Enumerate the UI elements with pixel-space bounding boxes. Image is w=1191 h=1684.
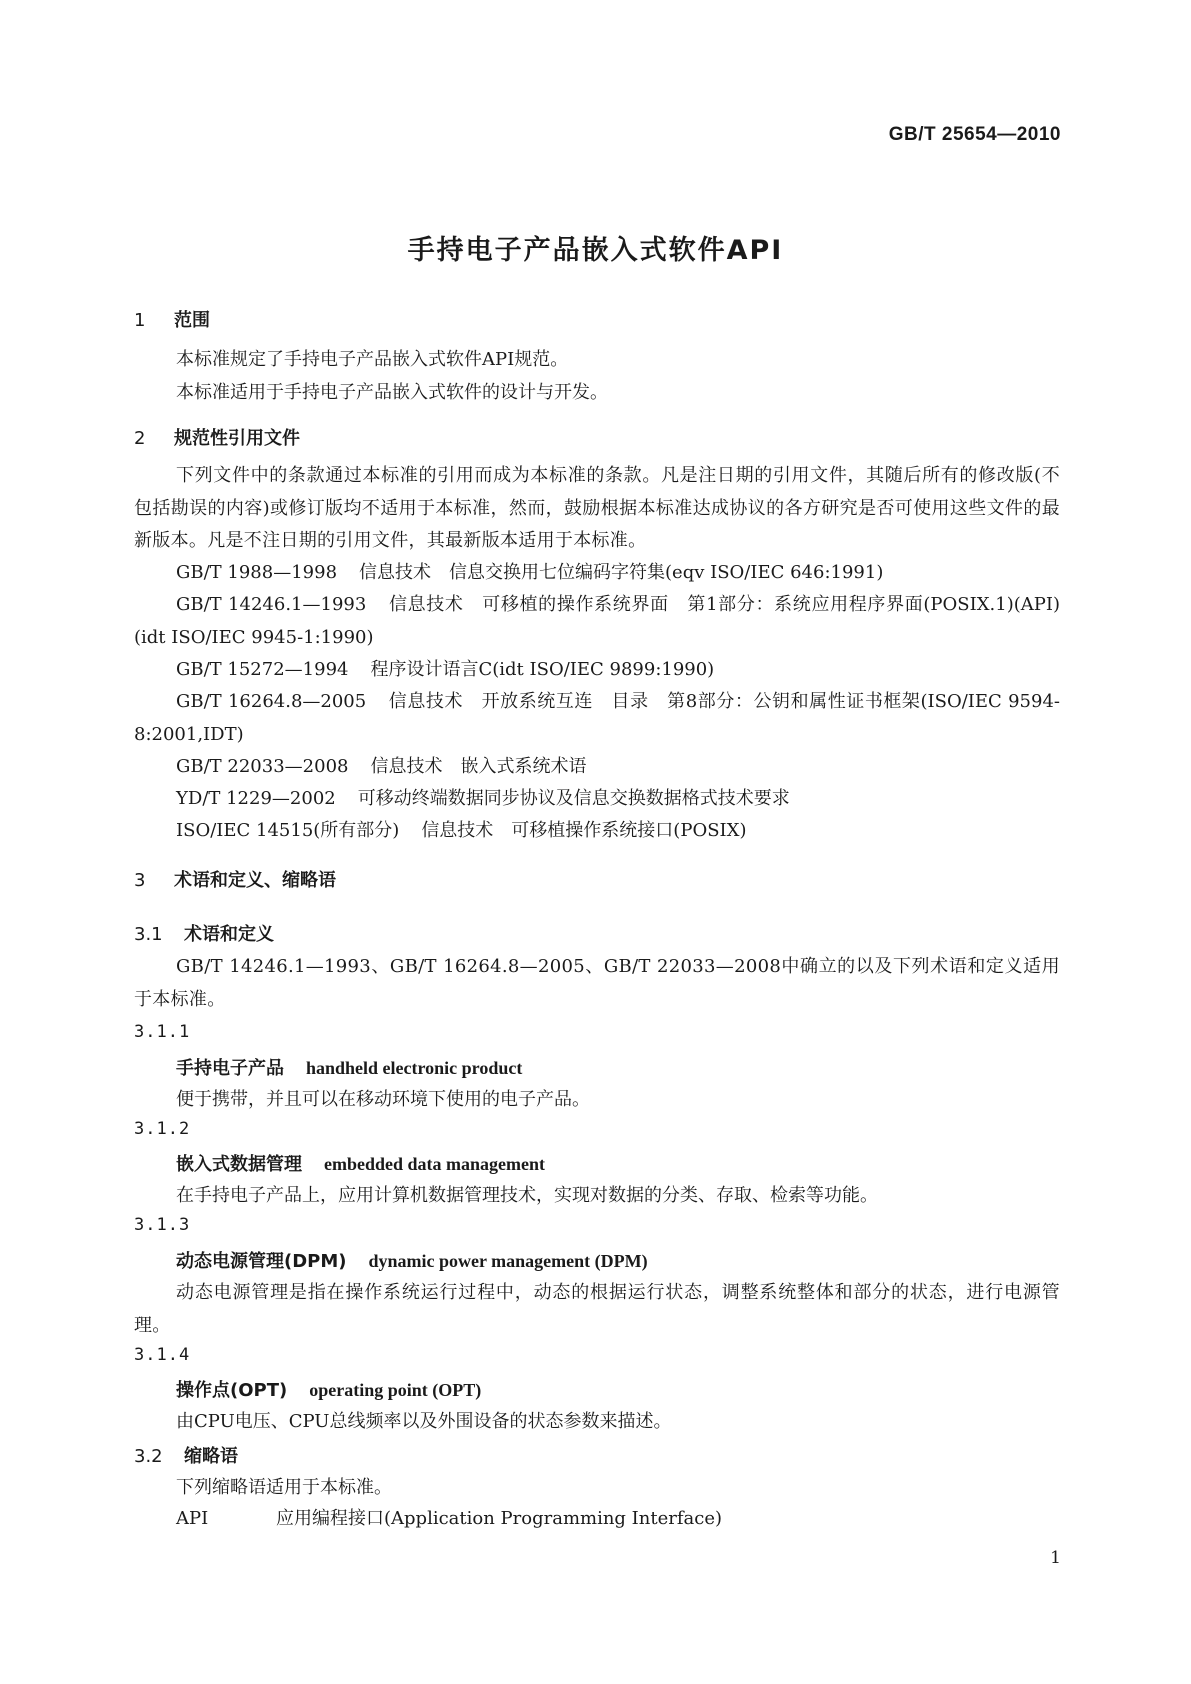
paragraph: 本标准规定了手持电子产品嵌入式软件API规范。 xyxy=(176,349,569,370)
document-title: 手持电子产品嵌入式软件API xyxy=(407,235,784,266)
abbreviation-full: 应用编程接口(Application Programming Interface) xyxy=(276,1508,723,1529)
reference-code: GB/T 16264.8—2005 xyxy=(176,691,367,712)
reference-code: GB/T 1988—1998 xyxy=(176,562,338,583)
section-number: 3 xyxy=(134,870,146,891)
term-number: 3.1.4 xyxy=(134,1345,191,1365)
reference-item xyxy=(134,589,1060,654)
reference-title: 信息技术 开放系统互连 目录 第8部分：公钥和属性证书框架(ISO/IEC 9594-8:2001,IDT) xyxy=(134,691,1060,745)
reference-title: 信息技术 可移植的操作系统界面 第1部分：系统应用程序界面(POSIX.1)(API)(idt ISO/IEC 9945-1:1990) xyxy=(134,594,1060,648)
term-en: embedded data management xyxy=(324,1154,545,1174)
reference-code: GB/T 14246.1—1993 xyxy=(176,594,367,615)
paragraph: 下列缩略语适用于本标准。 xyxy=(176,1477,392,1498)
paragraph: GB/T 14246.1—1993、GB/T 16264.8—2005、GB/T 22033—2008中确立的以及下列术语和定义适用于本标准。 xyxy=(134,956,1060,1010)
abbreviation: API xyxy=(176,1508,209,1529)
reference-title: 程序设计语言C(idt ISO/IEC 9899:1990) xyxy=(370,659,715,680)
reference-title: 可移动终端数据同步协议及信息交换数据格式技术要求 xyxy=(357,788,790,809)
section-number: 3.1 xyxy=(134,924,163,945)
section-title: 缩略语 xyxy=(184,1446,238,1467)
term-number: 3.1.3 xyxy=(134,1215,191,1235)
term-en: operating point (OPT) xyxy=(309,1380,482,1400)
term-definition: 由CPU电压、CPU总线频率以及外围设备的状态参数来描述。 xyxy=(176,1411,672,1432)
term-zh: 操作点(OPT) xyxy=(176,1380,288,1401)
section-1-heading xyxy=(134,306,210,332)
paragraph: 下列文件中的条款通过本标准的引用而成为本标准的条款。凡是注日期的引用文件，其随后所有的修改版(不包括勘误的内容)或修订版均不适用于本标准，然而，鼓励根据本标准达成协议的各方研究是否可使用这些文件的最新版本。凡是不注日期的引用文件，其最新版本适用于本标准。 xyxy=(134,465,1060,551)
reference-title: 信息技术 嵌入式系统术语 xyxy=(370,756,587,777)
reference-code: GB/T 22033—2008 xyxy=(176,756,349,777)
section-3-1-heading xyxy=(134,920,274,946)
section-3-2-heading xyxy=(134,1442,238,1468)
term-number: 3.1.1 xyxy=(134,1022,191,1042)
reference-title: 信息技术 信息交换用七位编码字符集(eqv ISO/IEC 646:1991) xyxy=(359,562,884,583)
section-3-heading xyxy=(134,866,336,892)
term-entry xyxy=(176,1054,522,1080)
section-title: 术语和定义、缩略语 xyxy=(174,870,336,891)
term-zh: 嵌入式数据管理 xyxy=(176,1154,302,1175)
page-number: 1 xyxy=(1050,1548,1061,1568)
reference-item xyxy=(134,654,1060,687)
term-definition: 在手持电子产品上，应用计算机数据管理技术，实现对数据的分类、存取、检索等功能。 xyxy=(176,1185,878,1206)
term-zh: 动态电源管理(DPM) xyxy=(176,1251,347,1272)
reference-code: YD/T 1229—2002 xyxy=(176,788,336,809)
section-title: 规范性引用文件 xyxy=(174,428,300,449)
reference-code: ISO/IEC 14515(所有部分) xyxy=(176,820,400,841)
abbreviation-item xyxy=(176,1504,722,1530)
term-definition: 动态电源管理是指在操作系统运行过程中，动态的根据运行状态，调整系统整体和部分的状态，进行电源管理。 xyxy=(134,1282,1060,1336)
section-title: 范围 xyxy=(174,310,210,331)
term-zh: 手持电子产品 xyxy=(176,1058,284,1079)
reference-code: GB/T 15272—1994 xyxy=(176,659,349,680)
section-2-heading xyxy=(134,424,300,450)
paragraph: 本标准适用于手持电子产品嵌入式软件的设计与开发。 xyxy=(176,382,608,403)
reference-item xyxy=(134,815,1060,848)
reference-item xyxy=(134,686,1060,751)
section-title: 术语和定义 xyxy=(184,924,274,945)
term-en: handheld electronic product xyxy=(306,1058,523,1078)
term-entry xyxy=(176,1150,545,1176)
reference-item xyxy=(134,783,1060,816)
reference-item xyxy=(134,557,1060,590)
term-number: 3.1.2 xyxy=(134,1119,191,1139)
reference-title: 信息技术 可移植操作系统接口(POSIX) xyxy=(421,820,747,841)
standard-number: GB/T 25654—2010 xyxy=(888,124,1061,145)
term-definition: 便于携带，并且可以在移动环境下使用的电子产品。 xyxy=(176,1089,590,1110)
term-en: dynamic power management (DPM) xyxy=(368,1251,648,1271)
section-number: 1 xyxy=(134,310,146,331)
section-number: 3.2 xyxy=(134,1446,163,1467)
term-entry xyxy=(176,1247,648,1273)
term-entry xyxy=(176,1376,481,1402)
section-number: 2 xyxy=(134,428,146,449)
reference-item xyxy=(134,751,1060,784)
